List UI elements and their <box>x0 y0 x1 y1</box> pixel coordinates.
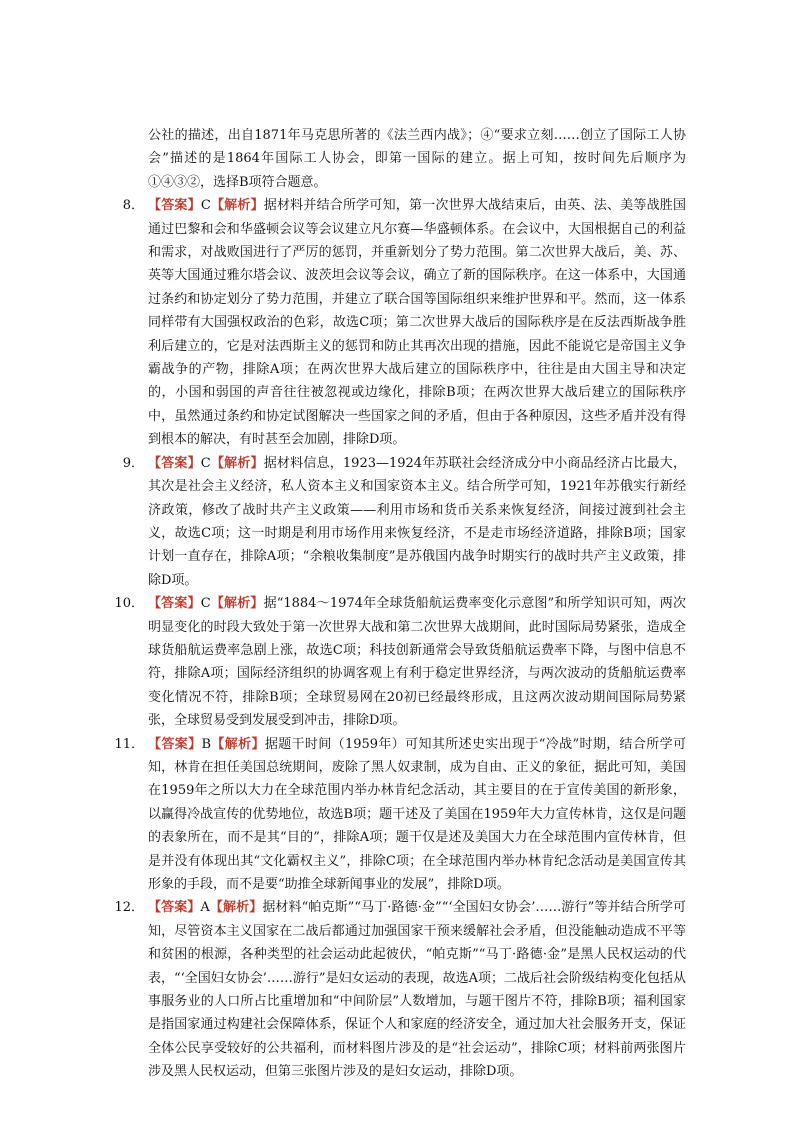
question-item-12 <box>114 896 686 1083</box>
analysis-tag: 【解析】 <box>211 736 265 752</box>
question-item-10 <box>114 592 686 732</box>
analysis-text: 据材料“帕克斯”“马丁·路德·金”“‘全国妇女协会’……游行”等并结合所学可知，尽管资本主义国家在二战后都通过加强国家干预来缓解社会矛盾，但没能触动造成不平等和贫困的根源，各种类型的社会运动此起彼伏，“帕克斯”“马丁·路德·金”是黑人民权运动的代表，“‘全国妇女协会’……游行”是妇女运动的表现，故选A项；二战后社会阶级结构变化包括从事服务业的人口所占比重增加和“中间阶层”人数增加，与题干图片不符，排除B项；福利国家是指国家通过构建社会保障体系，保证个人和家庭的经济安全，通过加大社会服务开支，保证全体公民享受较好的公共福利，而材料图片涉及的是“社会运动”，排除C项；材料前两张图片涉及黑人民权运动，但第三张图片涉及的是妇女运动，排除D项。 <box>148 900 686 1080</box>
answer-letter: C <box>200 198 211 214</box>
analysis-text: 据材料并结合所学可知，第一次世界大战结束后，由英、法、美等战胜国通过巴黎和会和华盛顿会议等会议建立凡尔赛—华盛顿体系。在会议中，大国根据自己的利益和需求，对战败国进行了严厉的惩罚，并重新划分了势力范围。第二次世界大战后，美、苏、英等大国通过雅尔塔会议、波茨坦会议等会议，确立了新的国际秩序。在这一体系中，大国通过条约和协定划分了势力范围，并建立了联合国等国际组织来维护世界和平。然而，这一体系同样带有大国强权政治的色彩，故选C项；第二次世界大战后的国际秩序是在反法西斯战争胜利后建立的，它是对法西斯主义的惩罚和防止其再次出现的措施，因此不能说它是帝国主义争霸战争的产物，排除A项；在两次世界大战后建立的国际秩序中，往往是由大国主导和决定的，小国和弱国的声音往往被忽视或边缘化，排除B项；在两次世界大战后建立的国际秩序中，虽然通过条约和协定试图解决一些国家之间的矛盾，但由于各种原因，这些矛盾并没有得到根本的解决，有时甚至会加剧，排除D项。 <box>148 198 686 448</box>
question-number: 12． <box>114 900 144 916</box>
analysis-tag: 【解析】 <box>209 900 263 916</box>
analysis-text: 据题干时间（1959年）可知其所述史实出现于“冷战”时期，结合所学可知，林肯在担任美国总统期间，废除了黑人奴隶制，成为自由、正义的象征，据此可知，美国在1959年之所以大力在全球范围内举办林肯纪念活动，其主要目的在于宣传美国的新形象，以赢得冷战宣传的优势地位，故选B项；题干述及了美国在1959年大力宣传林肯，这仅是问题的表象所在，而不是其“目的”，排除A项；题干仅是述及美国大力在全球范围内宣传林肯，但是并没有体现出其“文化霸权主义”，排除C项；在全球范围内举办林肯纪念活动是美国宣传其形象的手段，而不是要“助推全球新闻事业的发展”，排除D项。 <box>148 736 686 892</box>
question-item-8 <box>122 194 686 451</box>
answer-analysis-content <box>114 124 686 1084</box>
answer-tag: 【答案】 <box>148 455 201 471</box>
analysis-tag: 【解析】 <box>210 455 264 471</box>
answer-letter: C <box>200 455 211 471</box>
analysis-tag: 【解析】 <box>210 596 264 612</box>
question-number: 10． <box>114 596 144 612</box>
question-item-9 <box>122 452 686 592</box>
lead-paragraph: 公社的描述，出自1871年马克思所著的《法兰西内战》；④“要求立刻……创立了国际工人协会”描述的是1864年国际工人协会，即第一国际的建立。据上可知，按时间先后顺序为①④③②，选择B项符合题意。 <box>148 128 686 190</box>
analysis-text: 据“1884～1974年全球货船航运费率变化示意图”和所学知识可知，两次明显变化的时段大致处于第一次世界大战和第二次世界大战期间，此时国际局势紧张，造成全球货船航运费率急剧上涨，故选C项；科技创新通常会导致货船航运费率下降，与图中信息不符，排除A项；国际经济组织的协调客观上有利于稳定世界经济，与两次波动的货船航运费率变化情况不符，排除B项；全球贸易网在20初已经最终形成，且这两次波动期间国际局势紧张，全球贸易受到发展受到冲击，排除D项。 <box>148 596 686 729</box>
answer-tag: 【答案】 <box>148 900 201 916</box>
analysis-tag: 【解析】 <box>210 198 264 214</box>
answer-tag: 【答案】 <box>148 198 201 214</box>
answer-tag: 【答案】 <box>148 736 202 752</box>
question-item-11 <box>114 733 686 897</box>
question-number: 11． <box>114 736 144 752</box>
analysis-text: 据材料信息，1923—1924年苏联社会经济成分中小商品经济占比最大，其次是社会主义经济，私人资本主义和国家资本主义。结合所学可知，1921年苏俄实行新经济政策，修改了战时共产主义政策——利用市场和货币关系来恢复经济，间接过渡到社会主义，故选C项；这一时期是利用市场作用来恢复经济，不是走市场经济道路，排除B项；国家计划一直存在，排除A项；“余粮收集制度”是苏俄国内战争时期实行的战时共产主义政策，排除D项。 <box>148 455 686 588</box>
answer-letter: C <box>200 596 211 612</box>
question-number: 9． <box>122 455 144 471</box>
answer-tag: 【答案】 <box>148 596 201 612</box>
answer-letter: A <box>200 900 210 916</box>
answer-letter: B <box>201 736 212 752</box>
question-number: 8． <box>122 198 144 214</box>
